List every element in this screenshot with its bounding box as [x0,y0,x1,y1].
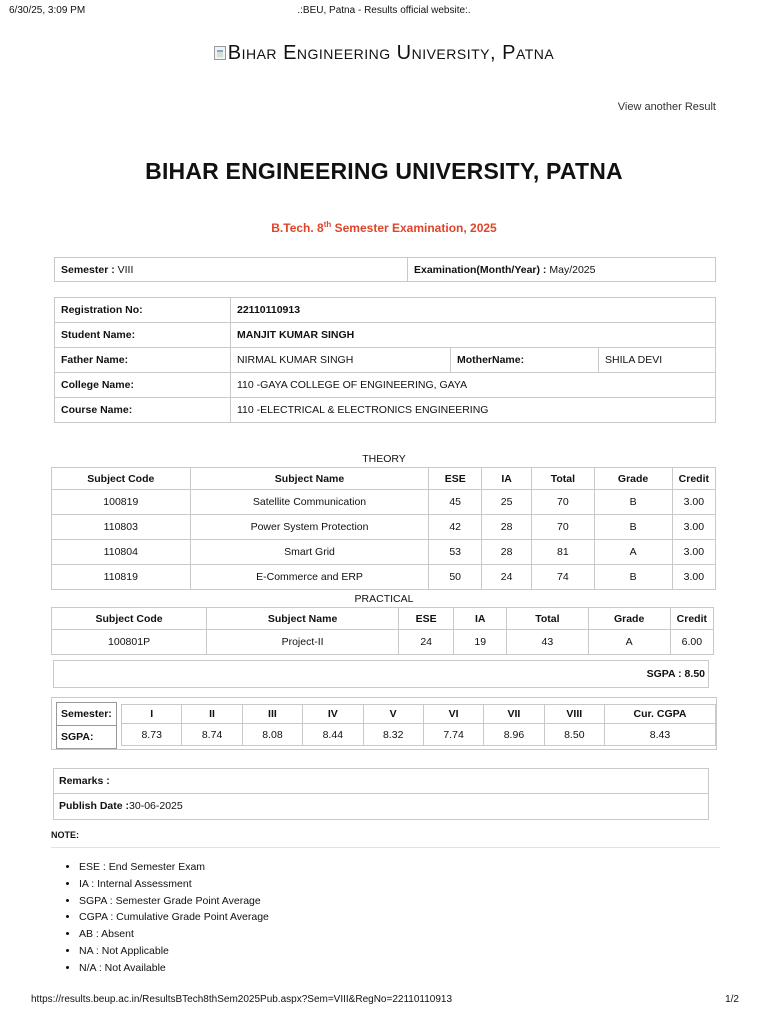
theory-th: Grade [594,468,672,490]
credit: 3.00 [672,540,715,565]
sgpa-value: 8.08 [242,724,302,746]
subject-name: Smart Grid [190,540,429,565]
table-row [52,540,716,565]
sem-header: II [182,705,242,724]
exam-title-prefix: B.Tech. 8 [271,221,324,235]
reg-label: Registration No: [55,298,231,323]
exam-title-sup: th [323,220,332,229]
semester-value: VIII [117,263,134,276]
father-name-label: Father Name: [55,348,231,373]
print-page-title: .:BEU, Patna - Results official website:. [297,5,471,16]
table-row [52,515,716,540]
subject-name: Satellite Communication [190,490,429,515]
sem-header: VIII [544,705,604,724]
subject-code: 110804 [52,540,191,565]
father-name-value: NIRMAL KUMAR SINGH [231,348,451,373]
practical-heading: PRACTICAL [354,593,414,605]
mother-name-label: MotherName: [451,348,599,373]
exam-title-suffix: Semester Examination, 2025 [331,221,497,235]
ia: 25 [481,490,531,515]
sem-header: VII [484,705,544,724]
list-item: • AB : Absent [79,926,269,943]
practical-th: Subject Code [52,608,207,630]
university-banner [0,42,768,65]
total: 74 [532,565,594,590]
course-name-value: 110 -ELECTRICAL & ELECTRONICS ENGINEERING [231,398,716,423]
table-row [52,565,716,590]
list-item: • ESE : End Semester Exam [79,859,269,876]
credit: 3.00 [672,565,715,590]
view-another-result-link[interactable]: View another Result [617,101,716,113]
list-item: • CGPA : Cumulative Grade Point Average [79,909,269,926]
practical-th: Credit [670,608,713,630]
practical-header-row [52,608,714,630]
subject-code: 110803 [52,515,191,540]
sem-header: V [363,705,423,724]
broken-image-icon [214,46,226,60]
sgpa-value: 8.73 [122,724,182,746]
practical-table [51,607,714,655]
print-datetime: 6/30/25, 3:09 PM [9,5,86,16]
sem-header: VI [423,705,483,724]
sgpa-row-label: SGPA: [57,726,117,749]
semester-history-values [121,704,716,746]
theory-th: Total [532,468,594,490]
sgpa-value: 7.74 [423,724,483,746]
list-item: • SGPA : Semester Grade Point Average [79,893,269,910]
print-page-number: 1/2 [725,994,739,1005]
semester-label: Semester : [61,263,118,276]
theory-th: Subject Code [52,468,191,490]
college-name-label: College Name: [55,373,231,398]
list-item: • N/A : Not Available [79,960,269,977]
grade: A [588,630,670,655]
remarks-box [53,768,709,820]
credit: 3.00 [672,515,715,540]
ia: 28 [481,515,531,540]
ese: 53 [429,540,481,565]
cgpa-value: 8.43 [605,724,716,746]
list-item: • NA : Not Applicable [79,943,269,960]
practical-th: Total [507,608,589,630]
sgpa-value: 8.44 [303,724,363,746]
note-divider [51,847,720,848]
theory-th: Credit [672,468,715,490]
table-row [52,490,716,515]
practical-th: ESE [399,608,454,630]
theory-header-row [52,468,716,490]
semester-info-table [54,257,716,282]
ese: 45 [429,490,481,515]
course-name-label: Course Name: [55,398,231,423]
practical-th: Grade [588,608,670,630]
sgpa-value: 8.74 [182,724,242,746]
grade: B [594,515,672,540]
exam-title [0,220,768,235]
subject-code: 100819 [52,490,191,515]
sgpa-value: 8.50 [544,724,604,746]
sem-header: Cur. CGPA [605,705,716,724]
theory-th: ESE [429,468,481,490]
theory-th: IA [481,468,531,490]
student-details-table [54,297,716,423]
mother-name-value: SHILA DEVI [599,348,716,373]
publish-date-row [54,794,708,818]
theory-table [51,467,716,590]
credit: 6.00 [670,630,713,655]
theory-heading: THEORY [362,453,406,465]
university-title: BIHAR ENGINEERING UNIVERSITY, PATNA [145,158,623,184]
subject-name: Project-II [207,630,399,655]
ese: 42 [429,515,481,540]
practical-th: IA [454,608,507,630]
table-row [52,630,714,655]
total: 81 [532,540,594,565]
total: 70 [532,490,594,515]
student-name-label: Student Name: [55,323,231,348]
grade: B [594,490,672,515]
student-name-value: MANJIT KUMAR SINGH [231,323,716,348]
ia: 28 [481,540,531,565]
remarks-label: Remarks : [54,769,708,794]
practical-th: Subject Name [207,608,399,630]
print-header [9,5,759,19]
credit: 3.00 [672,490,715,515]
exam-month-label: Examination(Month/Year) : [414,263,550,276]
semester-history [51,697,717,750]
ese: 24 [399,630,454,655]
print-url: https://results.beup.ac.in/ResultsBTech8thSem2025Pub.aspx?Sem=VIII&RegNo=22110110913 [31,994,453,1005]
semester-history-labels [56,702,117,749]
reg-value: 22110110913 [231,298,716,323]
semester-cell [55,258,408,282]
sgpa-summary: SGPA : 8.50 [646,668,705,680]
list-item: • IA : Internal Assessment [79,876,269,893]
semester-row-label: Semester: [57,703,117,726]
print-footer [31,994,739,1005]
grade: B [594,565,672,590]
note-label: NOTE: [51,830,79,840]
total: 43 [507,630,589,655]
theory-th: Subject Name [190,468,429,490]
ia: 24 [481,565,531,590]
sem-header: III [242,705,302,724]
banner-alt-text: Bihar Engineering University, Patna [227,42,555,64]
publish-date-value: 30-06-2025 [129,800,183,812]
total: 70 [532,515,594,540]
sem-header: I [122,705,182,724]
ia: 19 [454,630,507,655]
subject-code: 100801P [52,630,207,655]
exam-month-value: May/2025 [549,263,596,276]
publish-date-label: Publish Date : [59,800,130,812]
exam-month-cell [408,258,716,282]
ese: 50 [429,565,481,590]
subject-code: 110819 [52,565,191,590]
grade: A [594,540,672,565]
subject-name: E-Commerce and ERP [190,565,429,590]
sgpa-summary-box [53,660,709,688]
note-list [62,859,269,977]
subject-name: Power System Protection [190,515,429,540]
sgpa-value: 8.96 [484,724,544,746]
sem-header: IV [303,705,363,724]
college-name-value: 110 -GAYA COLLEGE OF ENGINEERING, GAYA [231,373,716,398]
sgpa-value: 8.32 [363,724,423,746]
